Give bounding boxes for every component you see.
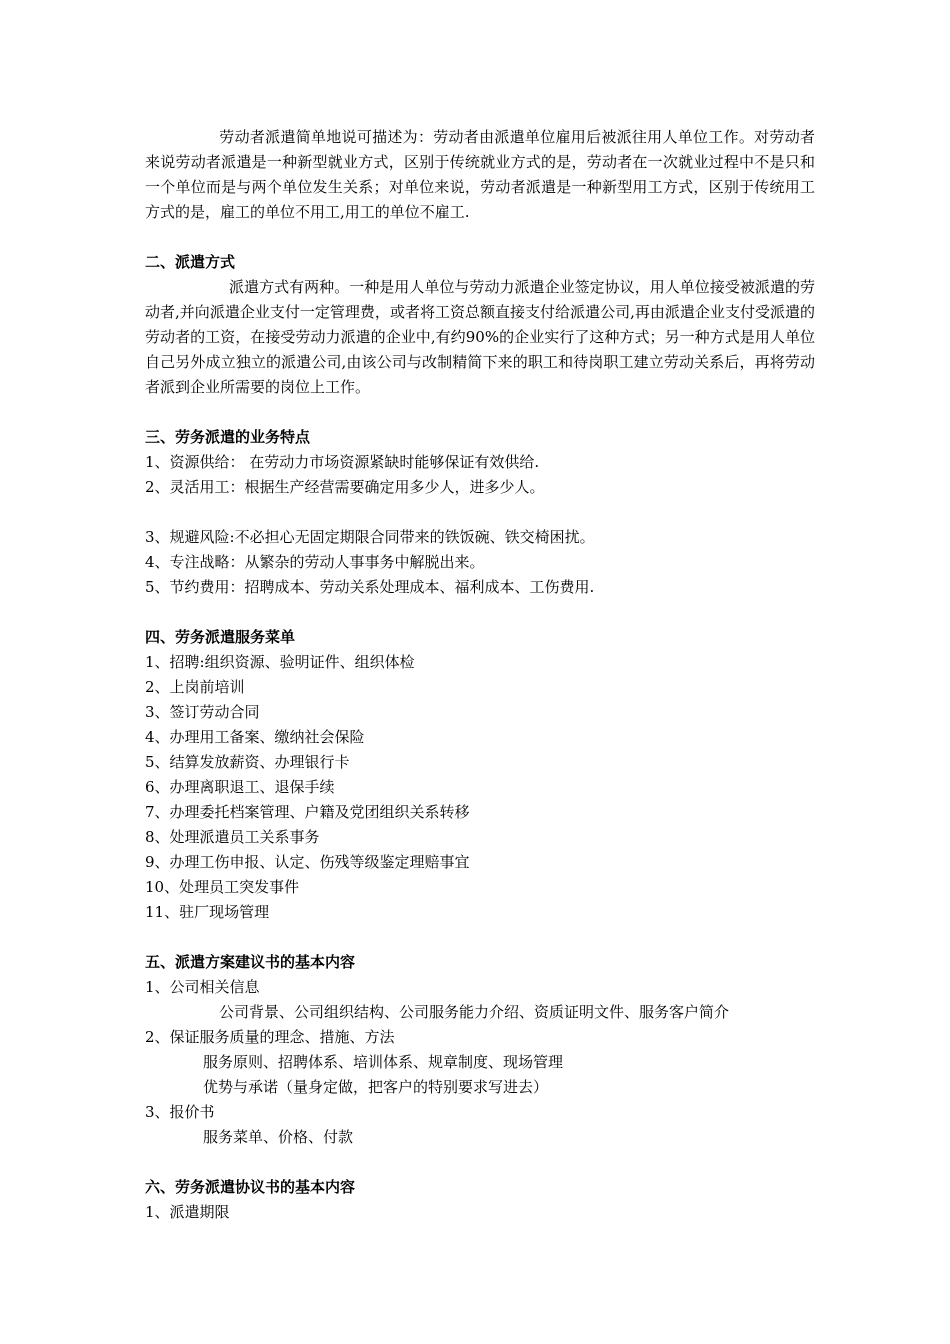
list-item: 4、专注战略：从繁杂的劳动人事事务中解脱出来。 — [145, 553, 485, 571]
list-item-detail: 服务原则、招聘体系、培训体系、规章制度、现场管理 — [203, 1053, 564, 1071]
list-item: 2、上岗前培训 — [145, 678, 245, 696]
list-item-detail: 服务菜单、价格、付款 — [203, 1128, 354, 1146]
list-item: 1、派遣期限 — [145, 1203, 230, 1221]
list-item: 2、保证服务质量的理念、措施、方法 — [145, 1028, 395, 1046]
section2-heading: 二、派遣方式 — [145, 253, 236, 271]
list-item-detail: 优势与承诺（量身定做，把客户的特别要求写进去） — [203, 1078, 549, 1096]
list-item: 7、办理委托档案管理、户籍及党团组织关系转移 — [145, 803, 470, 821]
list-item: 2、灵活用工：根据生产经营需要确定用多少人，进多少人。 — [145, 478, 545, 496]
intro-paragraph — [145, 125, 815, 225]
spacer — [145, 400, 815, 425]
list-item: 9、办理工伤申报、认定、伤残等级鉴定理赔事宜 — [145, 853, 470, 871]
list-item: 8、处理派遣员工关系事务 — [145, 828, 320, 846]
list-item: 1、资源供给： 在劳动力市场资源紧缺时能够保证有效供给. — [145, 453, 540, 471]
document-page — [145, 125, 815, 1225]
list-item: 4、办理用工备案、缴纳社会保险 — [145, 728, 365, 746]
intro-text: 劳动者派遣简单地说可描述为：劳动者由派遣单位雇用后被派往用人单位工作。对劳动者来说劳动者派遣是一种新型就业方式，区别于传统就业方式的是，劳动者在一次就业过程中不是只和一个单位而是与两个单位发生关系；对单位来说，劳动者派遣是一种新型用工方式，区别于传统用工方式的是，雇工的单位不用工,用工的单位不雇工. — [145, 128, 815, 221]
spacer — [145, 600, 815, 625]
section2-paragraph — [145, 275, 815, 400]
list-item: 5、节约费用：招聘成本、劳动关系处理成本、福利成本、工伤费用. — [145, 578, 595, 596]
list-item: 3、报价书 — [145, 1103, 215, 1121]
list-item: 1、公司相关信息 — [145, 978, 260, 996]
spacer — [145, 225, 815, 250]
list-item: 10、处理员工突发事件 — [145, 878, 300, 896]
list-item: 1、招聘:组织资源、验明证件、组织体检 — [145, 653, 415, 671]
list-item: 3、规避风险:不必担心无固定期限合同带来的铁饭碗、铁交椅困扰。 — [145, 528, 595, 546]
list-item: 3、签订劳动合同 — [145, 703, 260, 721]
section6-heading: 六、劳务派遣协议书的基本内容 — [145, 1178, 356, 1196]
spacer — [145, 500, 815, 525]
section5-heading: 五、派遣方案建议书的基本内容 — [145, 953, 356, 971]
section2-text: 派遣方式有两种。一种是用人单位与劳动力派遣企业签定协议，用人单位接受被派遣的劳动者,并向派遣企业支付一定管理费，或者将工资总额直接支付给派遣公司,再由派遣企业支付受派遣的劳动者的工资，在接受劳动力派遣的企业中,有约90%的企业实行了这种方式；另一种方式是用人单位自己另外成立独立的派遣公司,由该公司与改制精简下来的职工和待岗职工建立劳动关系后，再将劳动者派到企业所需要的岗位上工作。 — [145, 278, 815, 396]
spacer — [145, 925, 815, 950]
list-item: 11、驻厂现场管理 — [145, 903, 270, 921]
spacer — [145, 1150, 815, 1175]
list-item: 5、结算发放薪资、办理银行卡 — [145, 753, 350, 771]
section4-heading: 四、劳务派遣服务菜单 — [145, 628, 296, 646]
section3-heading: 三、劳务派遣的业务特点 — [145, 428, 311, 446]
list-item: 6、办理离职退工、退保手续 — [145, 778, 335, 796]
list-item-detail: 公司背景、公司组织结构、公司服务能力介绍、资质证明文件、服务客户简介 — [219, 1003, 730, 1021]
